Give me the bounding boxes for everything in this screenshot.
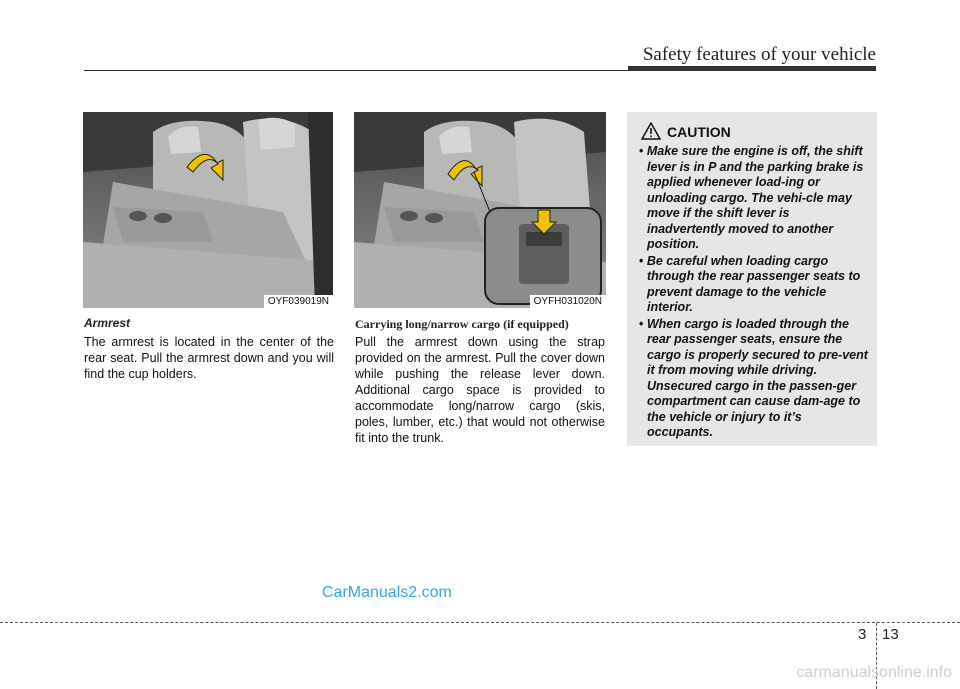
footer-site-watermark: carmanualsonline.info [796,664,952,681]
section-title: Safety features of your vehicle [642,44,876,65]
chapter-number: 3 [858,626,867,643]
caution-title: CAUTION [667,124,731,140]
photo-code: OYF039019N [264,295,333,308]
armrest-text: The armrest is located in the center of the rear seat. Pull the armrest down and you will find the cup holders. [84,335,334,381]
inset-detail [485,208,601,304]
cargo-text: Pull the armrest down using the strap provided on the armrest. Pull the cover down while pushing the release lever down. Additional cargo space is provided to accommodate long/narrow cargo (skis, poles, lumber, etc.) that would not otherwise fit into the trunk. [355,335,605,445]
page-number: 13 [882,626,899,643]
armrest-photo [83,112,333,308]
rear-seat-illustration [83,112,333,308]
photo-code: OYFH031020N [530,295,606,308]
warning-triangle-icon [641,122,661,140]
caution-box [627,112,877,446]
cargo-photo [354,112,606,308]
watermark-link[interactable]: CarManuals2.com [322,584,452,601]
caution-list [635,144,869,442]
caution-item: • Make sure the engine is off, the shift lever is in P and the parking brake is applied whenever load-ing or unloading cargo. The vehi-cle may move if the shift lever is inadvertently moved to another position. [639,144,864,251]
caution-item: • Be careful when loading cargo through the rear passenger seats to prevent damage to the vehicle interior. [639,253,861,314]
armrest-heading: Armrest [84,316,131,330]
pass-through-illustration [354,112,606,308]
cargo-heading: Carrying long/narrow cargo (if equipped) [355,317,569,331]
header-rule-accent [628,66,876,71]
footer-rule [0,622,960,623]
caution-item: • When cargo is loaded through the rear passenger seats, ensure the cargo is properly secured to pre-vent it from moving while driving. Unsecured cargo in the passen-ger compartment can cause dam-age to the vehicle or injury to it’s occupants. [639,316,868,439]
